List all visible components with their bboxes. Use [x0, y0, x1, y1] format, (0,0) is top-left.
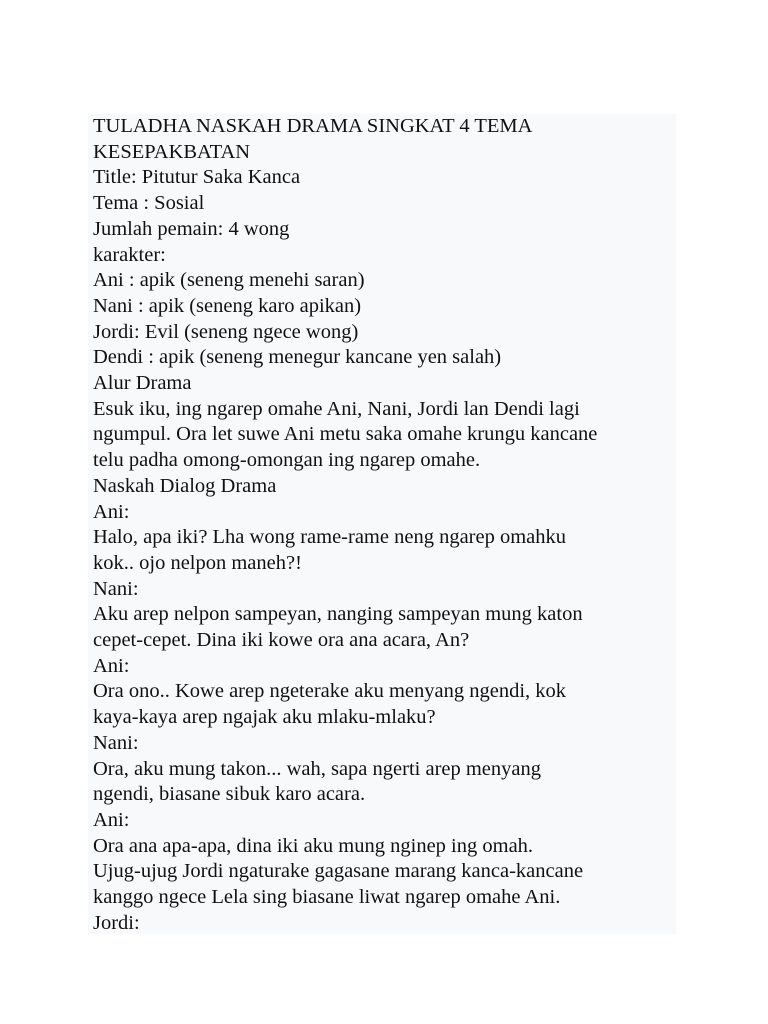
dialog-text-line: Halo, apa iki? Lha wong rame-rame neng ngarep omahku [93, 526, 567, 549]
dialog-speaker: Ani: [93, 808, 130, 831]
player-count: Jumlah pemain: 4 wong [93, 217, 290, 240]
dialog-text-line: kanggo ngece Lela sing biasane liwat ngarep omahe Ani. [93, 886, 561, 909]
dialog-speaker: Ani: [93, 500, 130, 523]
dialog-text-line: Ora ono.. Kowe arep ngeterake aku menyang ngendi, kok [93, 680, 567, 703]
plot-text-line: Esuk iku, ing ngarep omahe Ani, Nani, Jordi lan Dendi lagi [93, 397, 580, 420]
dialog-speaker: Ani: [93, 654, 130, 677]
dialog-text-line: Aku arep nelpon sampeyan, nanging sampeyan mung katon [93, 603, 583, 626]
dialog-text-line: Ujug-ujug Jordi ngaturake gagasane marang kanca-kancane [93, 860, 584, 883]
dialog-text-line: ngendi, biasane sibuk karo acara. [93, 783, 366, 806]
play-theme: Tema : Sosial [93, 192, 205, 215]
play-title: Title: Pitutur Saka Kanca [93, 166, 301, 189]
plot-text-line: ngumpul. Ora let suwe Ani metu saka omahe krungu kancane [93, 423, 598, 446]
dialog-heading: Naskah Dialog Drama [93, 474, 277, 497]
dialog-speaker: Nani: [93, 731, 139, 754]
character-line: Ani : apik (seneng menehi saran) [93, 269, 365, 292]
dialog-text-line: cepet-cepet. Dina iki kowe ora ana acara, An? [93, 629, 470, 652]
plot-text-line: telu padha omong-omongan ing ngarep omahe. [93, 449, 481, 472]
characters-label: karakter: [93, 243, 166, 266]
character-line: Jordi: Evil (seneng ngece wong) [93, 320, 359, 343]
document-title-line-1: TULADHA NASKAH DRAMA SINGKAT 4 TEMA [93, 115, 533, 137]
document-body [93, 114, 683, 937]
dialog-text-line: kok.. ojo nelpon maneh?! [93, 551, 302, 574]
character-line: Dendi : apik (seneng menegur kancane yen salah) [93, 346, 502, 369]
character-line: Nani : apik (seneng karo apikan) [93, 294, 362, 317]
dialog-text-line: kaya-kaya arep ngajak aku mlaku-mlaku? [93, 706, 436, 729]
dialog-text-line: Ora ana apa-apa, dina iki aku mung nginep ing omah. [93, 834, 534, 857]
dialog-speaker: Nani: [93, 577, 139, 600]
dialog-speaker: Jordi: [93, 911, 140, 934]
plot-heading: Alur Drama [93, 372, 192, 395]
document-title-line-2: KESEPAKBATAN [93, 140, 251, 163]
dialog-text-line: Ora, aku mung takon... wah, sapa ngerti arep menyang [93, 757, 542, 780]
